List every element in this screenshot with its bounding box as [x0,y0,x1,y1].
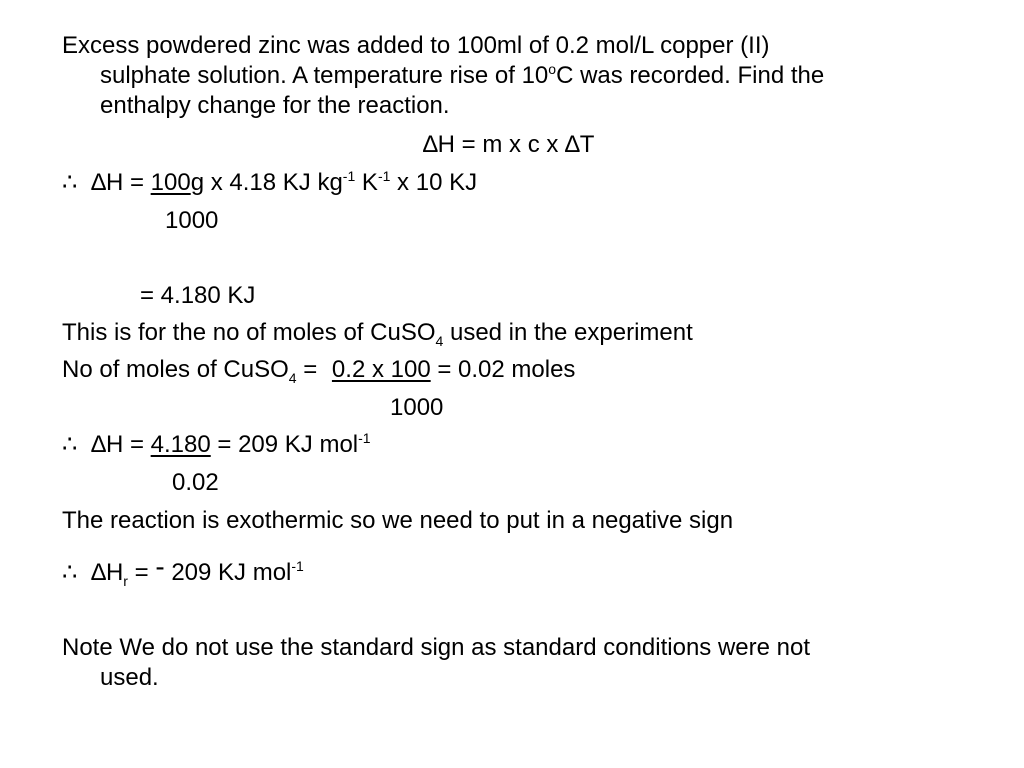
calc1-sup-1: -1 [342,168,356,184]
calc2-sup: -1 [358,430,371,446]
result-1: = 4.180 KJ [140,282,256,309]
moles-calc-b: = [296,356,324,383]
calc2-prefix: ∆H = [91,431,151,458]
calc2-result: = 209 KJ mol [210,431,359,458]
calc2-denominator: 0.02 [172,469,219,496]
final-value: 209 KJ mol [164,559,292,586]
therefore-symbol: ∴ [62,431,78,458]
moles-calc-denominator: 1000 [390,394,444,421]
calc2-numerator: 4.180 [150,431,211,458]
final-equals: = [127,559,156,586]
calc1-line [62,168,477,198]
exothermic-note: The reaction is exothermic so we need to put in a negative sign [62,507,734,534]
moles-note-sub: 4 [435,332,444,349]
moles-calc-a: No of moles of CuSO [62,356,289,383]
problem-line-2-a: sulphate solution. A temperature rise of 10 [100,62,549,89]
final-result [62,551,304,589]
moles-calc-sub: 4 [288,369,297,386]
calc1-sup-2: -1 [377,168,391,184]
final-sup: -1 [291,558,304,574]
therefore-symbol: ∴ [62,169,78,196]
moles-note [62,318,693,348]
problem-line-3: enthalpy change for the reaction. [100,92,450,119]
enthalpy-formula: ∆H = m x c x ∆T [423,131,595,158]
calc1-prefix: ∆H = [91,169,151,196]
calc1-rest-a: g x 4.18 KJ kg [190,169,343,196]
therefore-symbol: ∴ [62,559,78,586]
final-sub: r [123,572,128,589]
problem-line-1: Excess powdered zinc was added to 100ml of 0.2 mol/L copper (II) [62,32,770,59]
calc1-denominator: 1000 [165,207,219,234]
moles-calc [62,355,575,385]
moles-note-b: used in the experiment [443,319,693,346]
problem-line-2 [100,61,824,91]
calc1-numerator: 100 [150,169,191,196]
minus-sign: - [155,551,165,582]
final-delta-h: ∆H [91,559,124,586]
moles-calc-numerator: 0.2 x 100 [331,356,431,383]
moles-note-a: This is for the no of moles of CuSO [62,319,436,346]
degree-superscript: o [548,61,557,77]
note-line-1: Note We do not use the standard sign as standard conditions were not [62,634,811,661]
problem-line-2-b: C was recorded. Find the [556,62,825,89]
note-line-2: used. [100,664,159,691]
calc2-line [62,430,371,460]
moles-calc-result: = 0.02 moles [430,356,576,383]
calc1-rest-b: K [355,169,378,196]
calc1-rest-c: x 10 KJ [390,169,478,196]
